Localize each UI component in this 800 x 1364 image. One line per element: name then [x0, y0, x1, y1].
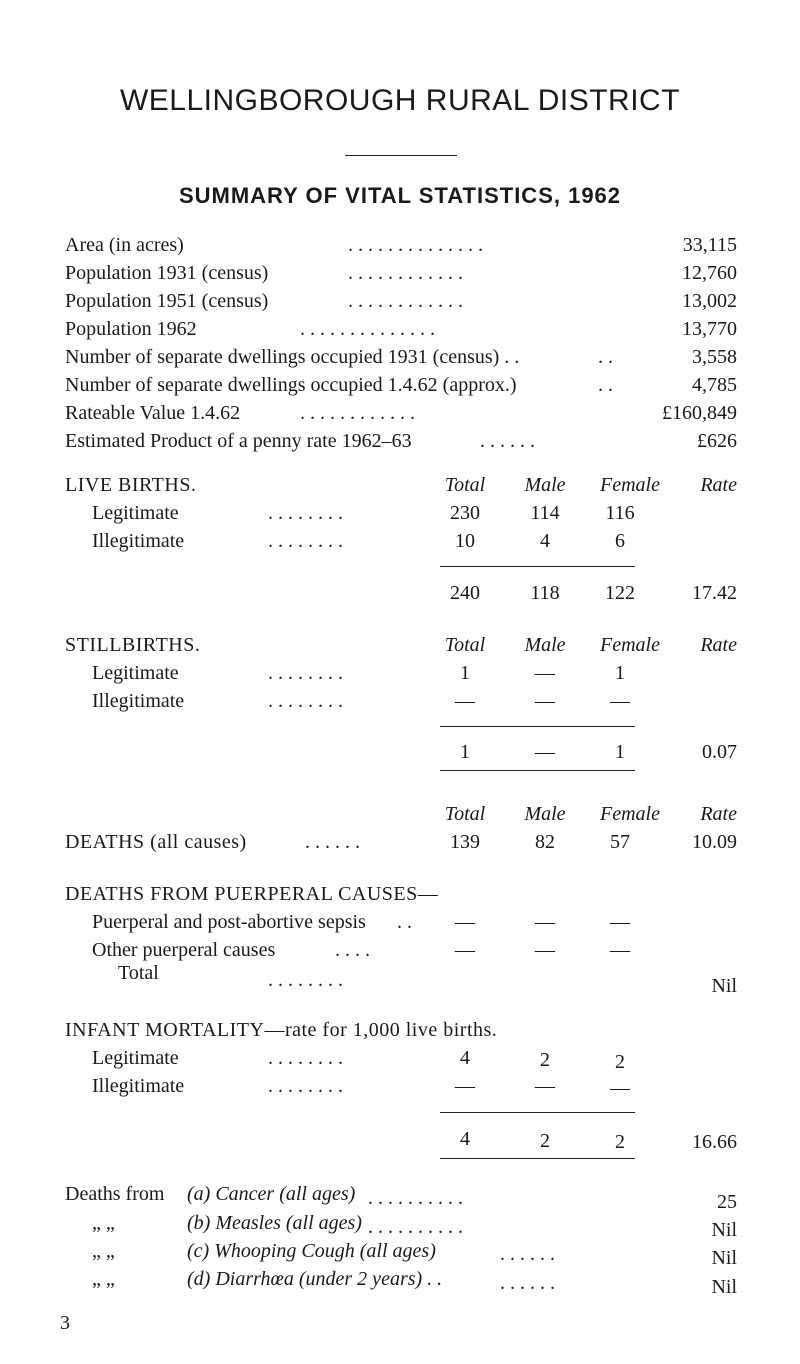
cause-prefix: „ „ [92, 1212, 115, 1234]
district-heading: WELLINGBOROUGH RURAL DISTRICT [119, 84, 681, 117]
cell-female: — [610, 939, 630, 961]
cell-total: — [455, 939, 475, 961]
cause-prefix: „ „ [92, 1268, 115, 1290]
row-label: Legitimate [92, 1047, 179, 1069]
dot-leader: . . [397, 911, 412, 933]
cell-female: 1 [615, 662, 625, 684]
dot-leader: . . . . . . . . [268, 530, 343, 552]
cause-value: 25 [717, 1191, 737, 1213]
dot-leader: . . . . . . . . . . . . . . [300, 318, 435, 340]
dot-leader: . . . . . . [500, 1272, 555, 1294]
cell-male: 4 [540, 530, 550, 552]
cell-total: 4 [460, 1047, 470, 1069]
column-header-rate: Rate [700, 803, 737, 825]
cell-total: — [455, 690, 475, 712]
cause-value: Nil [711, 1247, 737, 1269]
total-label: Total [118, 962, 159, 984]
summary-value: £160,849 [662, 402, 737, 424]
cell-male: — [535, 1075, 555, 1097]
section-heading: STILLBIRTHS. [65, 634, 201, 656]
dot-leader: . . . . . . . . . . . . [348, 262, 463, 284]
summary-label: Population 1931 (census) [65, 262, 269, 284]
page-number: 3 [60, 1312, 70, 1334]
cause-label: (d) Diarrhœa (under 2 years) . . [187, 1268, 443, 1290]
cell-female: 116 [605, 502, 635, 524]
dot-leader: . . . . . . . . [268, 1075, 343, 1097]
cell-total: 1 [460, 662, 470, 684]
row-label: Legitimate [92, 502, 179, 524]
summary-value: 12,760 [682, 262, 737, 284]
column-header-total: Total [444, 803, 486, 825]
deaths-male: 82 [535, 831, 555, 853]
cell-male: — [535, 939, 555, 961]
summary-label: Population 1951 (census) [65, 290, 269, 312]
cell-male: — [535, 911, 555, 933]
total-male: — [535, 741, 555, 763]
row-label: Illegitimate [92, 1075, 185, 1097]
column-header-male: Male [524, 474, 566, 496]
deaths-rate: 10.09 [692, 831, 737, 853]
total-rate: 17.42 [692, 582, 737, 604]
cause-value: Nil [711, 1219, 737, 1241]
dot-leader: . . . . . . . . [268, 502, 343, 524]
deaths-total: 139 [450, 831, 480, 853]
row-label: Illegitimate [92, 690, 185, 712]
column-header-female: Female [600, 803, 660, 825]
summary-value: £626 [697, 430, 737, 452]
page-title: SUMMARY OF VITAL STATISTICS, 1962 [178, 183, 622, 208]
summary-value: 13,002 [682, 290, 737, 312]
dot-leader: . . . . . . [480, 430, 535, 452]
cause-label: (b) Measles (all ages) [187, 1212, 362, 1234]
summary-label: Number of separate dwellings occupied 1931 (census) . . [65, 346, 520, 368]
total-rate: Nil [711, 975, 737, 997]
cell-total: — [455, 1075, 475, 1097]
total-female: 2 [615, 1131, 625, 1153]
total-female: 122 [605, 582, 635, 604]
dot-leader: . . . . . . . . . . . . [300, 402, 415, 424]
total-rate: 16.66 [692, 1131, 737, 1153]
cause-prefix: „ „ [92, 1240, 115, 1262]
column-header-female: Female [600, 474, 660, 496]
section-heading: INFANT MORTALITY—rate for 1,000 live births. [65, 1019, 498, 1041]
dot-leader: . . . . . . . . [268, 662, 343, 684]
summary-label: Estimated Product of a penny rate 1962–63 [65, 430, 412, 452]
summary-label: Area (in acres) [65, 234, 184, 256]
summary-label: Population 1962 [65, 318, 197, 340]
dot-leader: . . . . . . . . . . [368, 1187, 463, 1209]
section-heading: LIVE BIRTHS. [65, 474, 197, 496]
cell-female: — [610, 1077, 630, 1099]
cause-label: (c) Whooping Cough (all ages) [187, 1240, 436, 1262]
cell-male: — [535, 690, 555, 712]
column-header-female: Female [600, 634, 660, 656]
dot-leader: . . . . . . . . . . . . . . [348, 234, 483, 256]
total-male: 118 [530, 582, 560, 604]
total-rate: 0.07 [702, 741, 737, 763]
bottom-rule [440, 1158, 635, 1159]
cause-prefix: Deaths from [65, 1183, 165, 1205]
cell-male: 2 [540, 1049, 550, 1071]
cell-female: — [610, 911, 630, 933]
summary-value: 13,770 [682, 318, 737, 340]
deaths-female: 57 [610, 831, 630, 853]
total-rule [440, 566, 635, 567]
summary-value: 3,558 [692, 346, 737, 368]
dot-leader: . . . . [335, 939, 370, 961]
total-total: 1 [460, 741, 470, 763]
column-header-rate: Rate [700, 634, 737, 656]
dot-leader: . . . . . . [305, 831, 360, 853]
row-label: Other puerperal causes [92, 939, 276, 961]
cell-total: — [455, 911, 475, 933]
summary-label: Number of separate dwellings occupied 1.4.62 (approx.) [65, 374, 517, 396]
column-header-male: Male [524, 634, 566, 656]
total-rule [440, 726, 635, 727]
dot-leader: . . . . . . . . [268, 1047, 343, 1069]
column-header-rate: Rate [700, 474, 737, 496]
cell-total: 10 [455, 530, 475, 552]
summary-value: 4,785 [692, 374, 737, 396]
column-header-male: Male [524, 803, 566, 825]
row-label: Legitimate [92, 662, 179, 684]
total-male: 2 [540, 1130, 550, 1152]
total-rule [440, 1112, 635, 1113]
deaths-label: DEATHS (all causes) [65, 831, 247, 853]
cause-label: (a) Cancer (all ages) [187, 1183, 356, 1205]
total-female: 1 [615, 741, 625, 763]
cell-male: 114 [530, 502, 560, 524]
dot-leader: . . [598, 374, 613, 396]
dot-leader: . . . . . . . . [268, 690, 343, 712]
column-header-total: Total [444, 474, 486, 496]
cause-value: Nil [711, 1276, 737, 1298]
cell-female: 6 [615, 530, 625, 552]
dot-leader: . . . . . . . . . . . . [348, 290, 463, 312]
dot-leader: . . . . . . . . . . [368, 1216, 463, 1238]
column-header-total: Total [444, 634, 486, 656]
cell-male: — [535, 662, 555, 684]
summary-label: Rateable Value 1.4.62 [65, 402, 241, 424]
cell-female: — [610, 690, 630, 712]
section-heading: DEATHS FROM PUERPERAL CAUSES— [65, 883, 439, 905]
cell-female: 2 [615, 1051, 625, 1073]
dot-leader: . . . . . . [500, 1243, 555, 1265]
row-label: Puerperal and post-abortive sepsis [92, 911, 366, 933]
dot-leader: . . . . . . . . [268, 969, 343, 991]
heading-rule [345, 155, 457, 156]
row-label: Illegitimate [92, 530, 185, 552]
bottom-rule [440, 770, 635, 771]
summary-value: 33,115 [682, 234, 737, 256]
total-total: 240 [450, 582, 480, 604]
cell-total: 230 [450, 502, 480, 524]
total-total: 4 [460, 1128, 470, 1150]
dot-leader: . . [598, 346, 613, 368]
